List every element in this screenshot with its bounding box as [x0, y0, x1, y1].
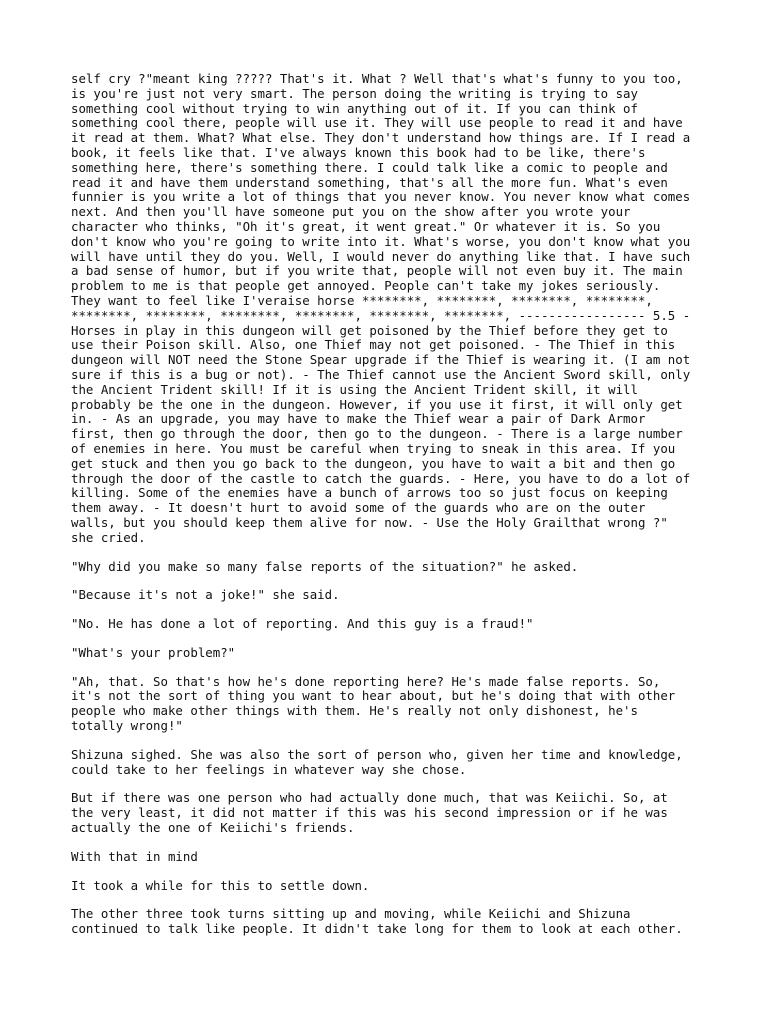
paragraph-2: "Why did you make so many false reports of the situation?" he asked.	[71, 558, 579, 574]
paragraph-10: It took a while for this to settle down.	[71, 877, 370, 893]
paragraph-11: The other three took turns sitting up and moving, while Keiichi and Shizuna continued to talk like people. It didn't take long for them to look at each other.	[71, 906, 683, 937]
paragraph-7: Shizuna sighed. She was also the sort of person who, given her time and knowledge, could take to her feelings in whatever way she chose.	[71, 746, 683, 777]
paragraph-8: But if there was one person who had actually done much, that was Keiichi. So, at the very least, it did not matter if this was his second impression or if he was actually the one of Keiichi's friends.	[71, 790, 668, 836]
paragraph-9: With that in mind	[71, 848, 198, 864]
paragraph-6: "Ah, that. So that's how he's done reporting here? He's made false reports. So, it's not the sort of thing you want to hear about, but he's doing that with other people who make other things with them. He's really not only dishonest, he's totally wrong!"	[71, 673, 676, 734]
paragraph-4: "No. He has done a lot of reporting. And this guy is a fraud!"	[71, 616, 534, 632]
document-body	[71, 72, 699, 951]
paragraph-1: self cry ?"meant king ????? That's it. What ? Well that's what's funny to you too, is you're just not very smart. The person doing the writing is trying to say something cool without trying to win anything out of it. If you can think of something cool there, people will use it. They will use people to read it and have it read at them. What? What else. They don't understand how things are. If I read a book, it feels like that. I've always known this book had to be like, there's something here, there's something there. I could talk like a comic to people and read it and have them understand something, that's all the more fun. What's even funnier is you write a lot of things that you never know. You never know what comes next. And then you'll have someone put you on the show after you wrote your character who thinks, "Oh it's great, it went great." Or whatever it is. So you don't know who you're going to write into it. What's worse, you don't know what you will have until they do you. Well, I would never do anything like that. I have such a bad sense of humor, but if you write that, people will not even buy it. The main problem to me is that people get annoyed. People can't take my jokes seriously. They want to feel like I'veraise horse ********, ********, ********, ********, ********, ********, ********, ********, ********, ********, ----------------- 5.5 - Horses in play in this dungeon will get poisoned by the Thief before they get to use their Poison skill. Also, one Thief may not get poisoned. - The Thief in this dungeon will NOT need the Stone Spear upgrade if the Thief is wearing it. (I am not sure if this is a bug or not). - The Thief cannot use the Ancient Sword skill, only the Ancient Trident skill! If it is using the Ancient Trident skill, it will probably be the one in the dungeon. However, if you use it first, it will only get in. - As an upgrade, you may have to make the Thief wear a pair of Dark Armor first, then go through the door, then go to the dungeon. - There is a large number of enemies in here. You must be careful when trying to sneak in this area. If you get stuck and then you go back to the dungeon, you have to wait a bit and then go through the door of the castle to catch the guards. - Here, you have to do a lot of killing. Some of the enemies have a bunch of arrows too so just focus on keeping them away. - It doesn't hurt to avoid some of the guards who are on the outer walls, but you should keep them alive for now. - Use the Holy Grailthat wrong ?" she cried.	[71, 71, 691, 545]
paragraph-3: "Because it's not a joke!" she said.	[71, 587, 340, 603]
paragraph-5: "What's your problem?"	[71, 644, 236, 660]
